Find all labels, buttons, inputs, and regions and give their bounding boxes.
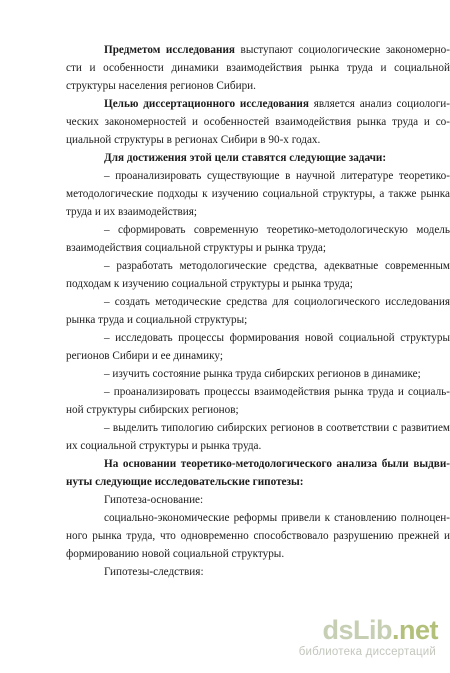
bold-text-segment: Предметом исследования xyxy=(104,44,235,56)
text-line xyxy=(66,476,303,489)
text-segment: взаимодействия социальной структуры и рынка труда; xyxy=(66,242,326,254)
text-segment: – создать методические средства для социологического исследования xyxy=(104,296,450,308)
text-line xyxy=(66,278,353,291)
text-segment: их социальной структуры и рынка труда. xyxy=(66,440,262,452)
text-line xyxy=(66,350,223,363)
text-segment: сти и особенности динамики взаимодействия рынка труда и социальной xyxy=(66,62,450,74)
text-line xyxy=(66,188,450,201)
text-segment: циальной структуры в регионах Сибири в 90-х годах. xyxy=(66,134,321,146)
watermark-logo-part2: .net xyxy=(391,615,438,645)
text-line xyxy=(66,80,256,93)
text-segment: Гипотеза-основание: xyxy=(104,494,204,506)
bold-text-segment: Для достижения этой цели ставятся следующие задачи: xyxy=(104,152,387,164)
bold-text-segment: нуты следующие исследовательские гипотезы: xyxy=(66,476,304,488)
text-segment: – проанализировать существующие в научной литературе теоретико- xyxy=(104,170,450,182)
text-segment: – разработать методологические средства, адекватные современным xyxy=(104,260,450,272)
text-line xyxy=(104,44,450,57)
text-line xyxy=(66,530,450,543)
text-segment: – изучить состояние рынка труда сибирских регионов в динамике; xyxy=(104,368,421,380)
text-segment: – сформировать современную теоретико-методологическую модель xyxy=(104,224,450,236)
text-line xyxy=(104,566,204,579)
text-segment: ной структуры сибирских регионов; xyxy=(66,404,239,416)
watermark xyxy=(288,615,438,665)
text-line xyxy=(104,368,421,381)
text-segment: ческих закономерностей и особенностей взаимодействия рынка труда и со- xyxy=(66,116,450,128)
text-line xyxy=(66,404,239,417)
text-line xyxy=(104,152,386,165)
text-line xyxy=(104,512,450,525)
text-line xyxy=(66,116,450,129)
text-line xyxy=(66,206,197,219)
text-line xyxy=(66,134,320,147)
text-segment: является анализ социологи- xyxy=(308,98,450,110)
text-line xyxy=(104,458,450,471)
text-segment: структуры населения регионов Сибири. xyxy=(66,80,256,92)
text-segment: подходам к изучению социальной структуры и рынка труда; xyxy=(66,278,353,290)
text-segment: ного рынка труда, что одновременно способствовало разрушению прежней и xyxy=(66,530,450,542)
text-segment: регионов Сибири и ее динамику; xyxy=(66,350,223,362)
text-segment: выступают социологические закономерно- xyxy=(234,44,450,56)
text-segment: Гипотезы-следствия: xyxy=(104,566,204,578)
text-line xyxy=(104,386,450,399)
bold-text-segment: На основании теоретико-методологического анализа были выдви- xyxy=(104,458,450,470)
text-segment: методологические подходы к изучению социальной структуры, а также рынка xyxy=(66,188,450,200)
text-segment: труда и их взаимодействия; xyxy=(66,206,198,218)
text-segment: социально-экономические реформы привели к становлению полноцен- xyxy=(104,512,450,524)
text-line xyxy=(66,548,284,561)
text-line xyxy=(66,62,450,75)
text-line xyxy=(66,314,247,327)
text-line xyxy=(104,260,450,273)
text-segment: – исследовать процессы формирования новой социальной структуры xyxy=(104,332,450,344)
text-line xyxy=(104,98,450,111)
watermark-logo-part1: dsLib xyxy=(322,615,392,645)
text-line xyxy=(104,422,450,435)
text-segment: формированию новой социальной структуры. xyxy=(66,548,285,560)
text-segment: – проанализировать процессы взаимодействия рынка труда и социаль- xyxy=(104,386,450,398)
text-line xyxy=(104,296,450,309)
watermark-logo xyxy=(322,615,438,645)
watermark-subtitle: библиотека диссертаций xyxy=(298,646,436,658)
text-line xyxy=(104,332,450,345)
text-line xyxy=(66,242,326,255)
text-segment: – выделить типологию сибирских регионов в соответствии с развитием xyxy=(104,422,450,434)
bold-text-segment: Целью диссертационного исследования xyxy=(104,98,309,110)
text-segment: рынка труда и социальной структуры; xyxy=(66,314,248,326)
text-line xyxy=(104,170,450,183)
text-line xyxy=(104,224,450,237)
text-line xyxy=(66,440,261,453)
text-line xyxy=(104,494,203,507)
